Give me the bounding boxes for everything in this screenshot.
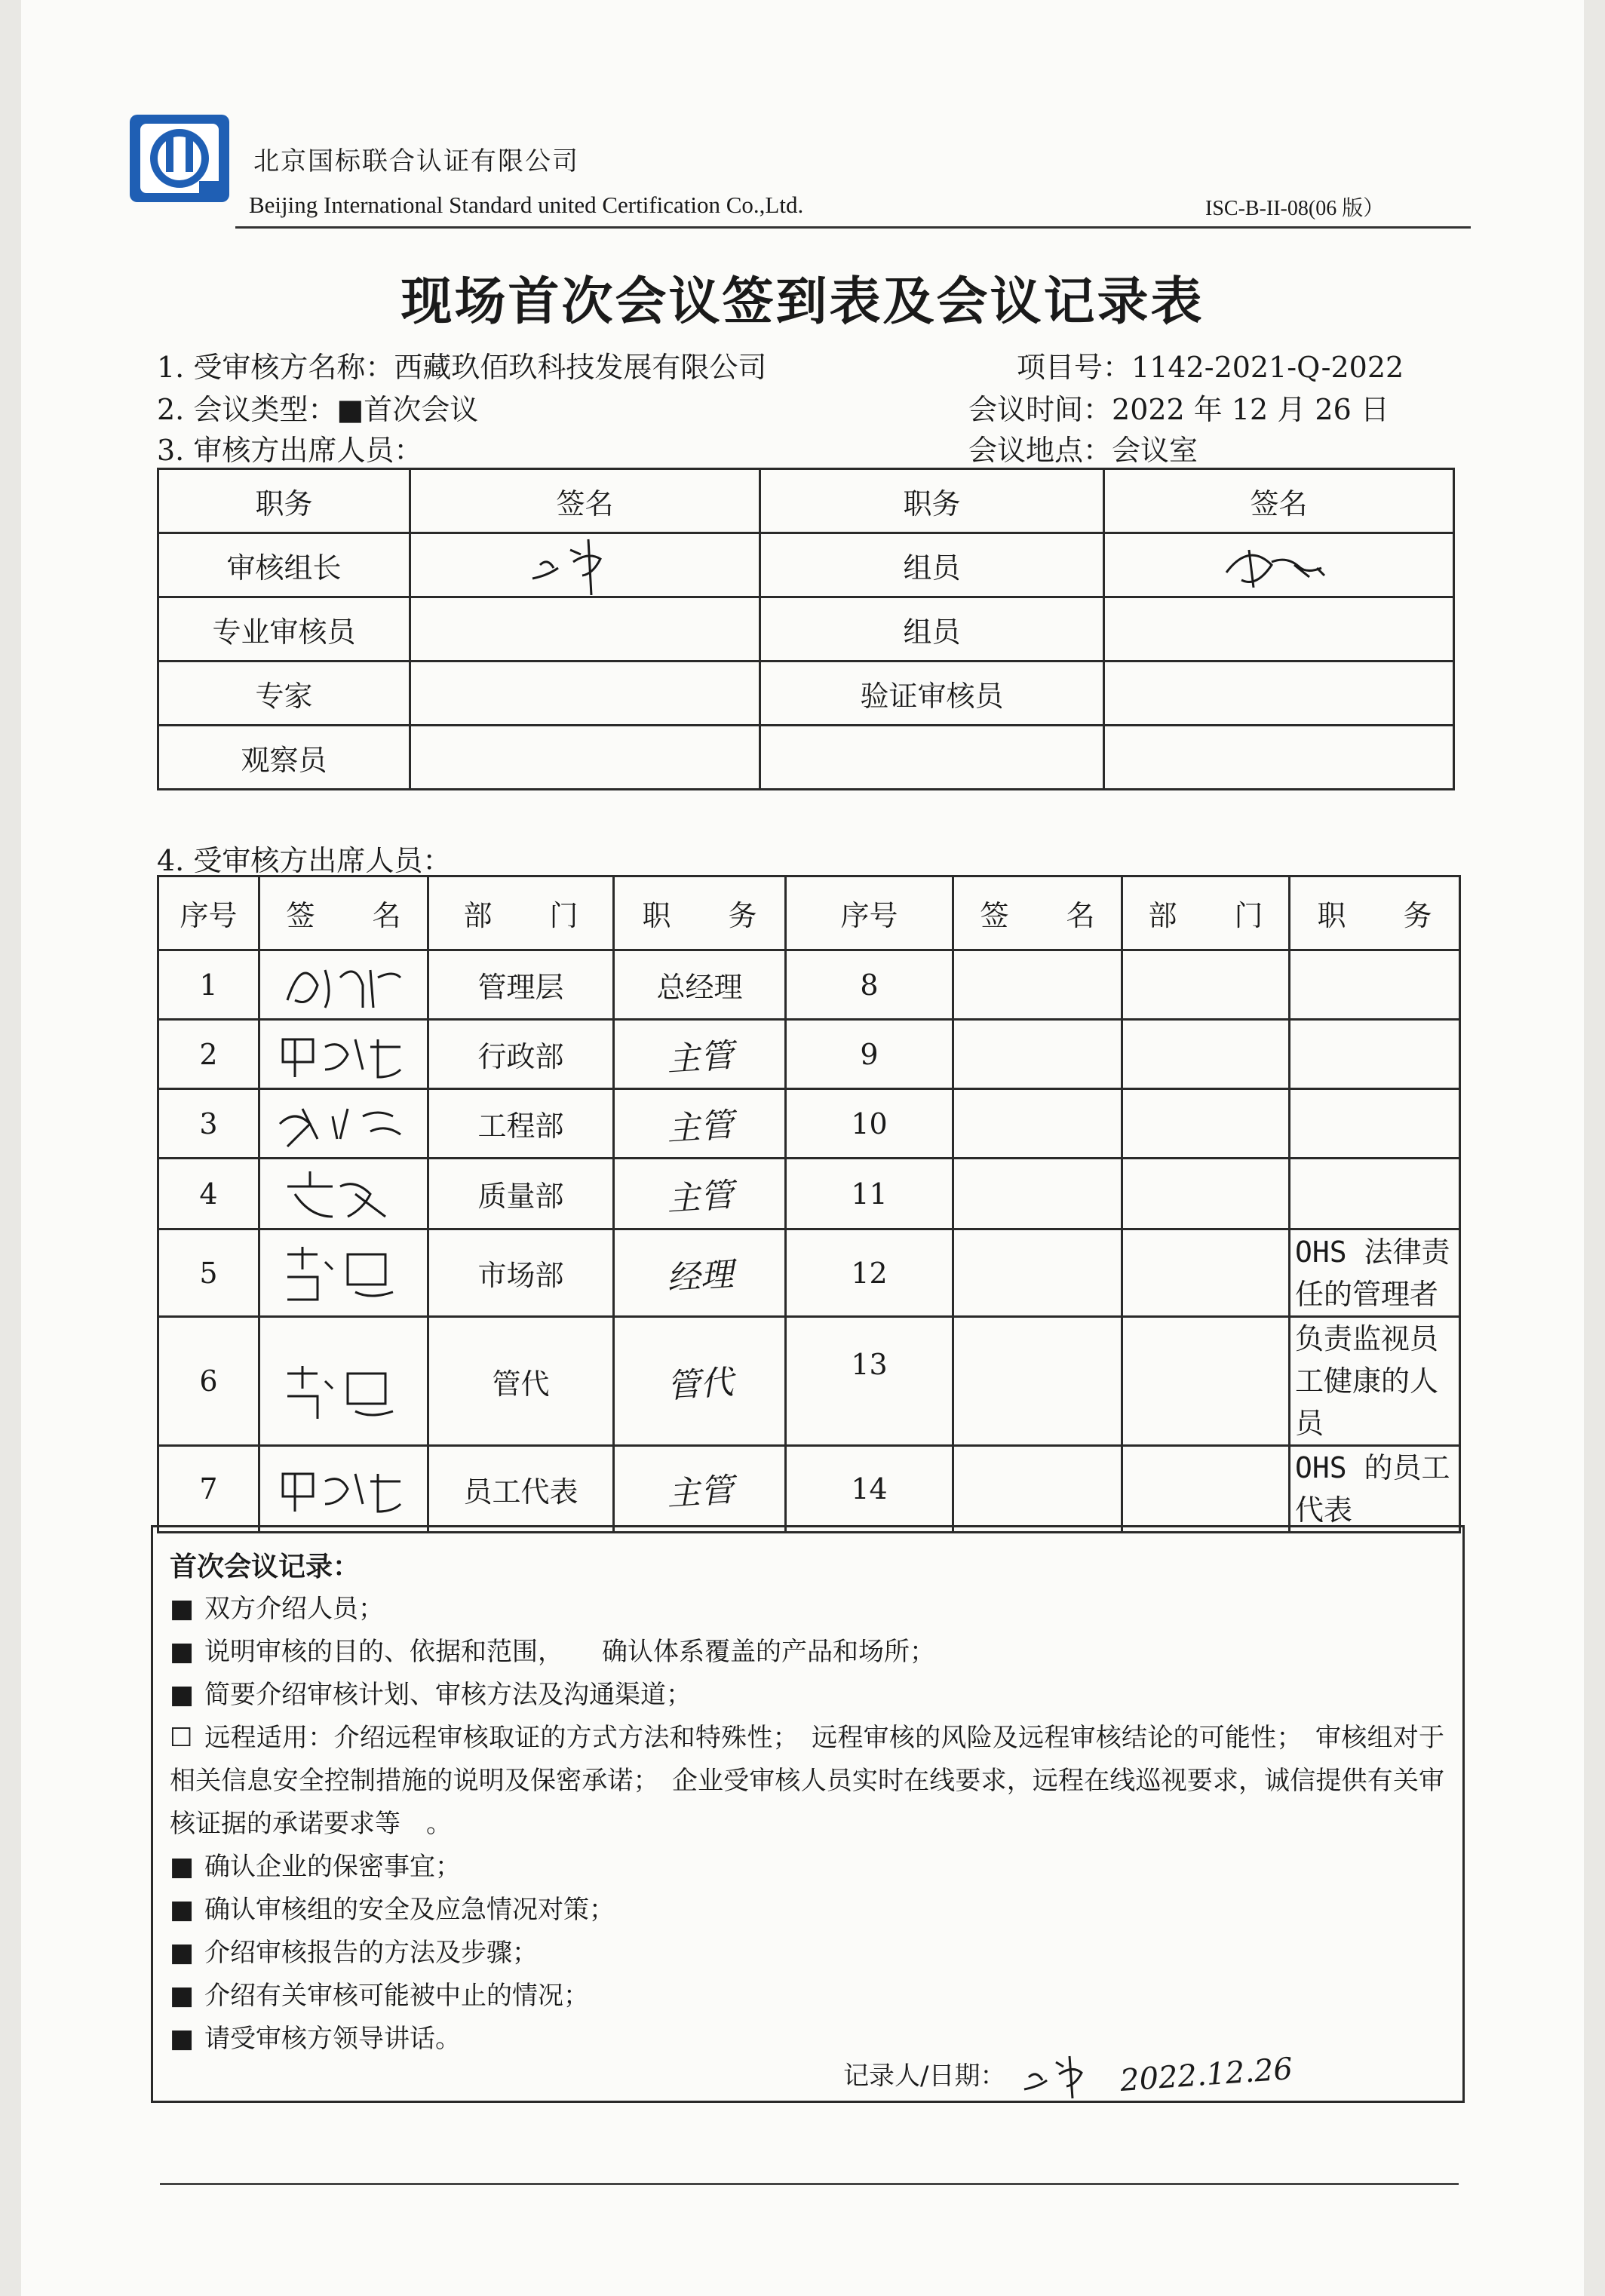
auditee-attendees-label: 4. 受审核方出席人员： [157, 844, 452, 877]
auditor-attendance-table [157, 468, 1455, 790]
list-item-text: 双方介绍人员； [204, 1594, 384, 1624]
project-row [1017, 344, 1404, 385]
seq-cell: 2 [158, 1020, 259, 1089]
record-heading: 首次会议记录： [170, 1552, 361, 1582]
signature-cell [410, 597, 760, 661]
seq-cell: 14 [786, 1446, 953, 1533]
list-item [170, 1717, 1444, 1846]
header-signature: 签名 [1104, 469, 1454, 533]
signature-cell [259, 1229, 428, 1317]
title-cell: 总经理 [614, 950, 786, 1020]
department-cell: 工程部 [428, 1089, 614, 1159]
signature-cell [953, 1020, 1122, 1089]
role-cell: 观察员 [158, 726, 410, 790]
seq-cell: 11 [786, 1159, 953, 1229]
signature-cell [953, 1159, 1122, 1229]
header-role: 职务 [158, 469, 410, 533]
recorder-signature [1014, 2055, 1097, 2100]
signature-cell [953, 1446, 1122, 1533]
handwritten-signature [272, 1459, 416, 1519]
table-row [158, 1089, 1460, 1159]
department-cell [1122, 1229, 1290, 1317]
list-item-text: 介绍有关审核可能被中止的情况； [204, 1981, 589, 2011]
recorder-line [843, 2051, 1294, 2100]
seq-cell: 8 [786, 950, 953, 1020]
department-cell: 管代 [428, 1317, 614, 1446]
title-cell: OHS 的员工代表 [1290, 1446, 1460, 1533]
department-cell [1122, 950, 1290, 1020]
header-department: 部 门 [1122, 876, 1290, 950]
table-row [158, 661, 1454, 726]
recorder-date: 2022.12.26 [1119, 2051, 1294, 2098]
table-header-row [158, 469, 1454, 533]
header-department: 部 门 [428, 876, 614, 950]
handwritten-signature [1204, 535, 1355, 595]
signature-cell [1104, 533, 1454, 597]
department-cell: 管理层 [428, 950, 614, 1020]
checkbox-checked-icon: ■ [170, 1680, 195, 1710]
department-cell: 质量部 [428, 1159, 614, 1229]
footer-divider [160, 2183, 1459, 2185]
seq-cell: 9 [786, 1020, 953, 1089]
list-item-text: 介绍审核报告的方法及步骤； [204, 1938, 538, 1968]
handwritten-signature [272, 1164, 416, 1224]
auditor-attendees-label: 3. 审核方出席人员： [157, 434, 423, 467]
company-name-en: Beijing International Standard united Certification Co.,Ltd. [249, 192, 804, 218]
list-item [170, 1932, 1444, 1975]
checkbox-checked-icon: ■ [170, 1895, 195, 1925]
signature-cell [410, 661, 760, 726]
header-seq: 序号 [786, 876, 953, 950]
list-item-text: 说明审核的目的、依据和范围， 确认体系覆盖的产品和场所； [204, 1637, 935, 1667]
department-cell [1122, 1089, 1290, 1159]
signature-cell [259, 950, 428, 1020]
handwritten-title: 主管 [665, 1470, 735, 1514]
seq-cell: 1 [158, 950, 259, 1020]
table-row [158, 1229, 1460, 1317]
record-item-list [170, 1588, 1444, 2061]
department-cell [1122, 1446, 1290, 1533]
project-label: 项目号： [1017, 351, 1132, 384]
handwritten-title: 管代 [665, 1362, 735, 1406]
department-cell: 行政部 [428, 1020, 614, 1089]
auditee-attendance-table [157, 875, 1461, 1533]
header-seq: 序号 [158, 876, 259, 950]
checkbox-checked-icon: ■ [170, 2024, 195, 2054]
signature-cell [259, 1089, 428, 1159]
list-item-text: 简要介绍审核计划、审核方法及沟通渠道； [204, 1680, 692, 1710]
role-cell: 组员 [760, 533, 1104, 597]
header-signature: 签 名 [953, 876, 1122, 950]
document-title: 现场首次会议签到表及会议记录表 [400, 272, 1205, 332]
form-number: ISC-B-II-08(06 版） [1205, 197, 1385, 220]
role-cell: 专业审核员 [158, 597, 410, 661]
signature-cell [410, 726, 760, 790]
meeting-type-label: 2. 会议类型： [157, 393, 337, 426]
checkbox-checked-icon: ■ [170, 1938, 195, 1968]
handwritten-signature [272, 955, 416, 1015]
signature-cell [1104, 661, 1454, 726]
signature-cell [259, 1020, 428, 1089]
seq-cell: 5 [158, 1229, 259, 1317]
list-item-text: 确认审核组的安全及应急情况对策； [204, 1895, 615, 1925]
meeting-place-value: 会议室 [1112, 434, 1198, 467]
list-item-text: 远程适用：介绍远程审核取证的方式方法和特殊性； 远程审核的风险及远程审核结论的可能性； 审核组对于相关信息安全控制措施的说明及保密承诺； 企业受审核人员实时在线要求，远程在线巡视要求，诚信提供有关审核证据的承诺要求等 。 [170, 1723, 1444, 1839]
company-logo [127, 112, 232, 205]
seq-cell: 3 [158, 1089, 259, 1159]
signature-cell [1104, 726, 1454, 790]
handwritten-title: 经理 [665, 1254, 735, 1298]
table-row [158, 1020, 1460, 1089]
meeting-time-label: 会议时间： [968, 393, 1112, 426]
title-cell [614, 1020, 786, 1089]
handwritten-title: 主管 [665, 1175, 735, 1219]
table-row [158, 1446, 1460, 1533]
auditee-value: 西藏玖佰玖科技发展有限公司 [394, 351, 767, 384]
meeting-type-row [157, 386, 478, 428]
meeting-time-row [968, 386, 1389, 428]
table-row [158, 533, 1454, 597]
project-value: 1142-2021-Q-2022 [1131, 351, 1404, 384]
department-cell: 员工代表 [428, 1446, 614, 1533]
department-cell [1122, 1020, 1290, 1089]
checkbox-checked-icon: ■ [170, 1852, 195, 1882]
seq-cell: 6 [158, 1317, 259, 1446]
handwritten-signature [272, 1239, 416, 1307]
handwritten-signature [272, 1024, 416, 1085]
signature-cell [953, 1229, 1122, 1317]
department-cell [1122, 1159, 1290, 1229]
table-row [158, 597, 1454, 661]
title-cell [614, 1089, 786, 1159]
list-item [170, 1975, 1444, 2018]
table-header-row [158, 876, 1460, 950]
signature-cell [259, 1317, 428, 1446]
signature-cell [259, 1446, 428, 1533]
seq-cell: 12 [786, 1229, 953, 1317]
auditee-name-row [157, 344, 766, 385]
title-cell [1290, 1159, 1460, 1229]
checkbox-checked-icon: ■ [170, 1594, 195, 1624]
recorder-label: 记录人/日期： [843, 2061, 1006, 2092]
role-cell: 专家 [158, 661, 410, 726]
table-row [158, 726, 1454, 790]
seq-cell: 13 [786, 1317, 953, 1446]
checkbox-checked-icon: ■ [170, 1637, 195, 1667]
list-item [170, 1631, 1444, 1674]
department-cell [1122, 1317, 1290, 1446]
meeting-type-value: ■首次会议 [336, 393, 479, 426]
seq-cell: 10 [786, 1089, 953, 1159]
handwritten-title: 主管 [665, 1105, 735, 1149]
table-row [158, 1317, 1460, 1446]
seq-cell: 4 [158, 1159, 259, 1229]
title-cell: 负责监视员工健康的人员 [1290, 1317, 1460, 1446]
list-item-text: 请受审核方领导讲话。 [204, 2024, 461, 2054]
role-cell: 组员 [760, 597, 1104, 661]
checkbox-checked-icon: ■ [170, 1981, 195, 2011]
signature-cell [259, 1159, 428, 1229]
header-signature: 签 名 [259, 876, 428, 950]
meeting-place-label: 会议地点： [968, 434, 1112, 467]
role-cell [760, 726, 1104, 790]
list-item [170, 1674, 1444, 1717]
auditee-label: 1. 受审核方名称： [157, 351, 394, 384]
list-item [170, 1846, 1444, 1889]
role-cell: 审核组长 [158, 533, 410, 597]
table-row [158, 950, 1460, 1020]
list-item [170, 1889, 1444, 1932]
signature-cell [953, 950, 1122, 1020]
header-divider [235, 226, 1471, 229]
meeting-place-row [968, 427, 1198, 468]
table-row [158, 1159, 1460, 1229]
company-name-cn: 北京国标联合认证有限公司 [253, 146, 579, 176]
title-cell [614, 1159, 786, 1229]
seq-cell: 7 [158, 1446, 259, 1533]
title-cell [614, 1446, 786, 1533]
header-title: 职 务 [1290, 876, 1460, 950]
meeting-record-box [151, 1525, 1465, 2103]
handwritten-signature [510, 535, 661, 595]
title-cell [614, 1229, 786, 1317]
handwritten-signature [272, 1343, 416, 1419]
list-item [170, 1588, 1444, 1631]
handwritten-signature [272, 1094, 416, 1154]
handwritten-title: 主管 [665, 1036, 735, 1079]
signature-cell [953, 1317, 1122, 1446]
header-title: 职 务 [614, 876, 786, 950]
header-role: 职务 [760, 469, 1104, 533]
signature-cell [953, 1089, 1122, 1159]
title-cell: OHS 法律责任的管理者 [1290, 1229, 1460, 1317]
list-item-text: 确认企业的保密事宜； [204, 1852, 461, 1882]
title-cell [614, 1317, 786, 1446]
checkbox-unchecked-icon: ☐ [170, 1723, 193, 1753]
department-cell: 市场部 [428, 1229, 614, 1317]
title-cell [1290, 1020, 1460, 1089]
header-signature: 签名 [410, 469, 760, 533]
signature-cell [1104, 597, 1454, 661]
title-cell [1290, 950, 1460, 1020]
title-cell [1290, 1089, 1460, 1159]
role-cell: 验证审核员 [760, 661, 1104, 726]
signature-cell [410, 533, 760, 597]
meeting-time-value: 2022 年 12 月 26 日 [1112, 393, 1389, 426]
